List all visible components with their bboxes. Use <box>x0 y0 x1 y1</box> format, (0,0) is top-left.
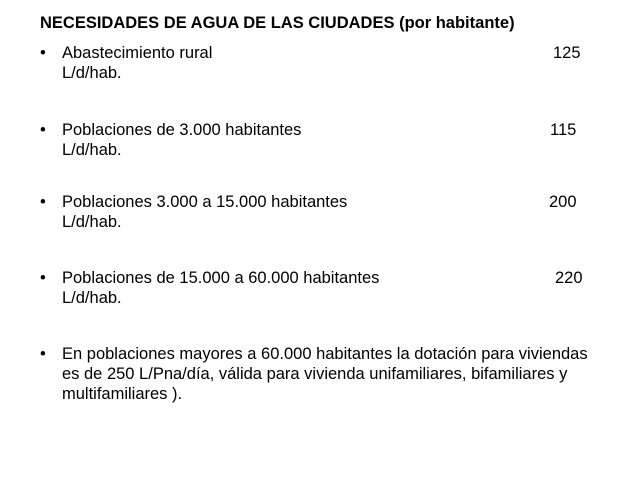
item-label: Poblaciones de 3.000 habitantes <box>62 121 302 139</box>
bullet-icon: • <box>40 345 46 363</box>
item-value: 125 <box>553 44 581 62</box>
item-unit: L/d/hab. <box>62 213 122 231</box>
bullet-icon: • <box>40 193 46 211</box>
bullet-icon: • <box>40 121 46 139</box>
item-label: Abastecimiento rural <box>62 44 213 62</box>
list-item-mayores-60000 <box>40 344 600 404</box>
item-unit: L/d/hab. <box>62 289 122 307</box>
item-value: 115 <box>550 121 577 139</box>
item-value: 220 <box>555 269 583 287</box>
list-item-rural <box>40 43 600 83</box>
bullet-icon: • <box>40 44 46 62</box>
item-paragraph: En poblaciones mayores a 60.000 habitantes la dotación para viviendas es de 250 L/Pna/día, válida para vivienda unifamiliares, bifamiliares y multifamiliares ). <box>62 345 588 403</box>
item-label: Poblaciones de 15.000 a 60.000 habitantes <box>62 269 380 287</box>
slide-title: NECESIDADES DE AGUA DE LAS CIUDADES (por habitante) <box>40 14 515 32</box>
bullet-icon: • <box>40 269 46 287</box>
list-item-15000-60000 <box>40 268 600 308</box>
item-unit: L/d/hab. <box>62 64 122 82</box>
item-value: 200 <box>549 193 577 211</box>
item-label: Poblaciones 3.000 a 15.000 habitantes <box>62 193 348 211</box>
list-item-3000 <box>40 120 600 160</box>
item-unit: L/d/hab. <box>62 141 122 159</box>
list-item-3000-15000 <box>40 192 600 232</box>
